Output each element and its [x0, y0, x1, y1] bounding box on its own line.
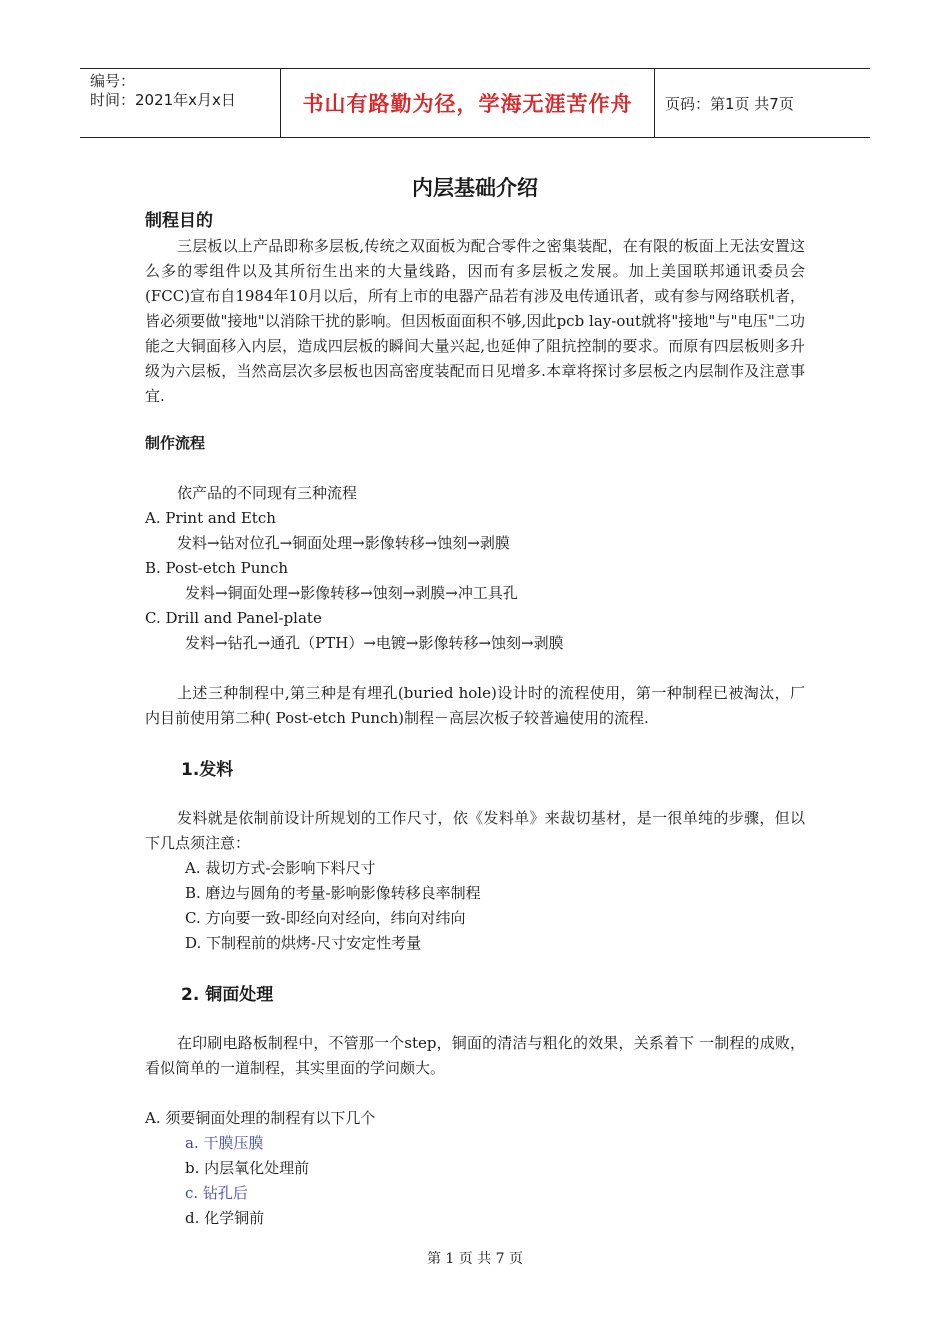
document-number-label: 编号： [90, 72, 136, 90]
material-note-b: B. 磨边与圆角的考量-影响影像转移良率制程 [185, 884, 481, 902]
flow-item-b-steps: 发料→铜面处理→影像转移→蚀刻→剥膜→冲工具孔 [185, 584, 518, 602]
section-heading-material: 1.发料 [181, 760, 234, 780]
flow-summary: 上述三种制程中,第三种是有埋孔(buried hole)设计时的流程使用，第一种制程已被淘汰，厂内目前使用第二种( Post-etch Punch)制程－高层次板子较普遍使用的流程. [145, 684, 805, 727]
document-body [145, 208, 805, 1231]
section-heading-purpose: 制程目的 [145, 211, 213, 231]
page-footer: 第 1 页 共 7 页 [426, 1251, 524, 1267]
document-title: 内层基础介绍 [412, 176, 538, 200]
flow-item-c-label: C. Drill and Panel-plate [145, 609, 322, 627]
header-info [80, 69, 281, 137]
section-heading-copper: 2. 铜面处理 [181, 985, 274, 1005]
flow-item-a-steps: 发料→钻对位孔→铜面处理→影像转移→蚀刻→剥膜 [177, 534, 510, 552]
copper-item-c: c. 钻孔后 [185, 1184, 248, 1202]
paragraph-copper: 在印刷电路板制程中，不管那一个step，铜面的清洁与粗化的效果，关系着下 一制程的成败，看似简单的一道制程，其实里面的学问颇大。 [145, 1034, 805, 1077]
material-note-d: D. 下制程前的烘烤-尺寸安定性考量 [185, 934, 422, 952]
header-motto: 书山有路勤为径，学海无涯苦作舟 [281, 69, 655, 137]
flow-item-a-label: A. Print and Etch [145, 509, 276, 527]
flow-item-c-steps: 发料→钻孔→通孔（PTH）→电镀→影像转移→蚀刻→剥膜 [185, 634, 564, 652]
material-note-c: C. 方向要一致-即经向对经向，纬向对纬向 [185, 909, 466, 927]
header-table [80, 68, 870, 138]
copper-sub-label: A. 须要铜面处理的制程有以下几个 [145, 1109, 376, 1127]
paragraph-purpose: 三层板以上产品即称多层板,传统之双面板为配合零件之密集装配，在有限的板面上无法安置这么多的零组件以及其所衍生出来的大量线路，因而有多层板之发展。加上美国联邦通讯委员会(FCC)宣布自1984年10月以后，所有上市的电器产品若有涉及电传通讯者，或有参与网络联机者，皆必须要做"接地"以消除干扰的影响。但因板面面积不够,因此pcb lay-out就将"接地"与"电压"二功能之大铜面移入内层，造成四层板的瞬间大量兴起,也延伸了阻抗控制的要求。而原有四层板则多升级为六层板，当然高层次多层板也因高密度装配而日见增多.本章将探讨多层板之内层制作及注意事宜. [145, 237, 805, 405]
document-time-label: 时间：2021年x月x日 [90, 91, 236, 109]
copper-item-d: d. 化学铜前 [185, 1209, 265, 1227]
paragraph-material: 发料就是依制前设计所规划的工作尺寸，依《发料单》来裁切基材，是一很单纯的步骤，但以下几点须注意： [145, 809, 805, 852]
copper-item-b: b. 内层氧化处理前 [185, 1159, 310, 1177]
section-heading-flow: 制作流程 [145, 434, 206, 452]
header-page-code: 页码：第1页 共7页 [665, 94, 794, 113]
flow-item-b-label: B. Post-etch Punch [145, 559, 289, 577]
material-note-a: A. 裁切方式-会影响下料尺寸 [185, 859, 376, 877]
copper-item-a: a. 干膜压膜 [185, 1134, 264, 1152]
flow-intro: 依产品的不同现有三种流程 [177, 484, 358, 502]
